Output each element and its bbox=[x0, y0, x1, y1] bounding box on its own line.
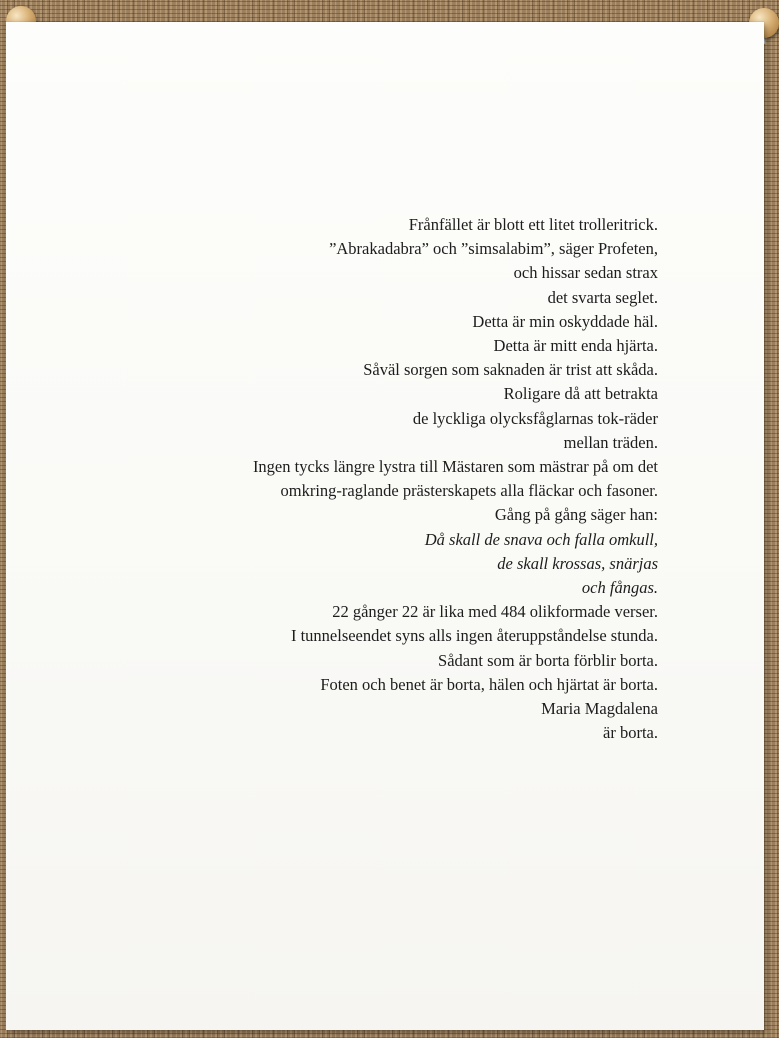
poem-line: Ingen tycks längre lystra till Mästaren som mästrar på om det bbox=[252, 457, 658, 477]
poem-line: Sådant som är borta förblir borta. bbox=[438, 650, 658, 670]
poem-line: och hissar sedan strax bbox=[513, 263, 658, 283]
poem-line: Såväl sorgen som saknaden är trist att skåda. bbox=[363, 360, 658, 380]
poem-line: Maria Magdalena bbox=[541, 699, 658, 719]
poem-line: Detta är mitt enda hjärta. bbox=[493, 336, 658, 356]
poem-text bbox=[253, 213, 658, 745]
poem-line: Roligare då att betrakta bbox=[503, 384, 658, 404]
poem-line: Gång på gång säger han: bbox=[494, 505, 658, 525]
poem-line: omkring-raglande prästerskapets alla fläckar och fasoner. bbox=[280, 481, 658, 501]
poem-line: Detta är min oskyddade häl. bbox=[472, 311, 658, 331]
poem-line: Foten och benet är borta, hälen och hjärtat är borta. bbox=[320, 674, 658, 694]
poem-line: mellan träden. bbox=[563, 432, 658, 452]
poem-line: 22 gånger 22 är lika med 484 olikformade verser. bbox=[332, 602, 658, 622]
poem-line: Frånfället är blott ett litet trolleritrick. bbox=[408, 215, 658, 234]
poem-line-italic: Då skall de snava och falla omkull, bbox=[424, 529, 658, 549]
poem-line-italic: de skall krossas, snärjas bbox=[497, 553, 658, 573]
poem-line: det svarta seglet. bbox=[547, 287, 658, 307]
poem-line: är borta. bbox=[603, 723, 658, 743]
poem-line: I tunnelseendet syns alls ingen återuppståndelse stunda. bbox=[290, 626, 658, 646]
poem-line: de lyckliga olycksfåglarnas tok-räder bbox=[412, 408, 658, 428]
poem-line-italic: och fångas. bbox=[581, 578, 658, 598]
poem-line: ”Abrakadabra” och ”simsalabim”, säger Profeten, bbox=[329, 239, 658, 259]
